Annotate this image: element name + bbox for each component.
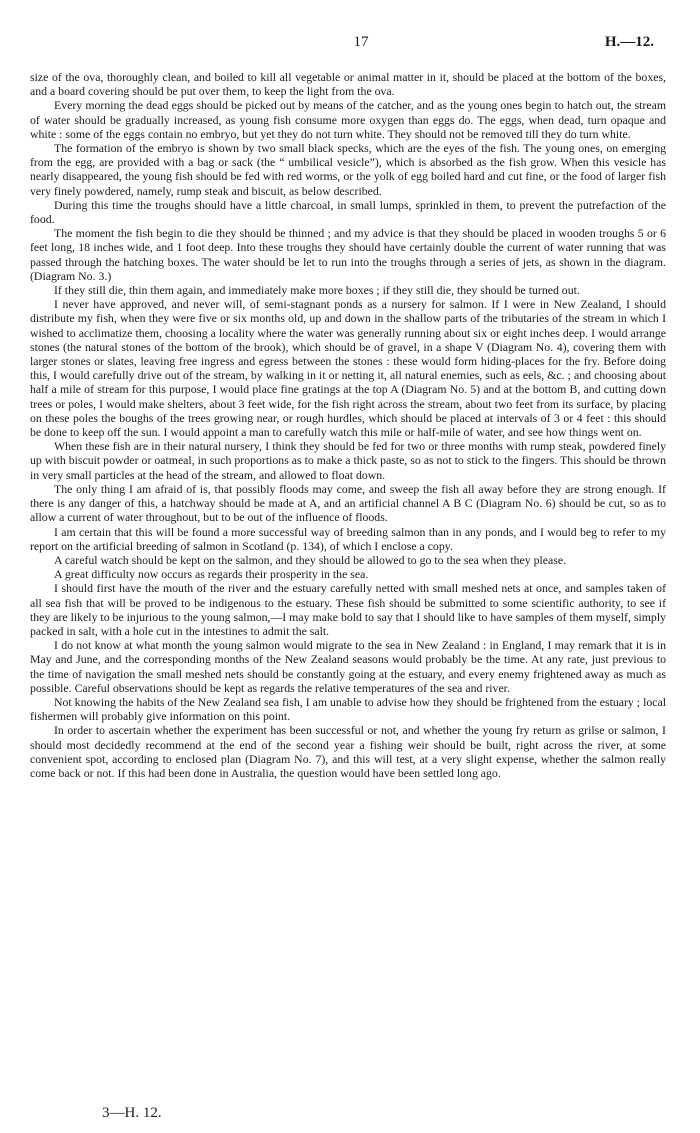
paragraph: The only thing I am afraid of is, that possibly floods may come, and sweep the fish all away before they are strong enough. If there is any danger of this, a hatchway should be made at A, and an artificial channel A B C (Diagram No. 6) should be cut, so as to allow a current of water throughout, but to be out of the influence of floods. xyxy=(30,481,666,525)
page-number: 17 xyxy=(353,34,369,50)
paragraph: During this time the troughs should have a little charcoal, in small lumps, sprinkled in them, to prevent the putrefaction of the food. xyxy=(30,197,666,227)
paragraph: The formation of the embryo is shown by two small black specks, which are the eyes of the fish. The young ones, on emerging from the egg, are provided with a bag or sack (the “ umbilical vesicle”), which is absorbed as the fish grow. When this vesicle has nearly disappeared, the young fish should be fed with red worms, or the yolk of egg boiled hard and cut fine, or the food of larger fish very finely powdered, namely, rump steak and biscuit, as below described. xyxy=(30,141,666,198)
paragraph: If they still die, thin them again, and immediately make more boxes ; if they still die, they should be turned out. xyxy=(54,283,580,298)
paragraph: In order to ascertain whether the experiment has been successful or not, and whether the young fry return as grilse or salmon, I should most decidedly recommend at the end of the second year a fishing weir should be built, right across the river, at some convenient spot, according to enclosed plan (Diagram No. 7), and this will test, at a very slight expense, whether the salmon really come back or not. If this had been done in Australia, the question would have been settled long ago. xyxy=(30,723,666,780)
body-text xyxy=(30,70,666,780)
paragraph: The moment the fish begin to die they should be thinned ; and my advice is that they should be placed in wooden troughs 5 or 6 feet long, 18 inches wide, and 1 foot deep. Into these troughs they should have certainly double the current of water running that was passed through the hatching boxes. The water should be let to run into the troughs through a series of jets, as shown in the diagram. (Diagram No. 3.) xyxy=(30,226,666,283)
paragraph: When these fish are in their natural nursery, I think they should be fed for two or three months with rump steak, powdered finely up with biscuit powder or oatmeal, in such proportions as to make a thick paste, so as not to stick to the fingers. This should be thrown in very small particles at the head of the stream, and allowed to float down. xyxy=(30,439,666,482)
paragraph: I do not know at what month the young salmon would migrate to the sea in New Zealand : in England, I may remark that it is in May and June, and the corresponding months of the New Zealand seasons would probably be the time. At any rate, just previous to the time of navigation the small meshed nets should be constantly going at the estuary, and every enemy frightened away as much as possible. Careful observations should be kept as regards the relative temperatures of the sea and river. xyxy=(30,638,666,695)
paragraph: Every morning the dead eggs should be picked out by means of the catcher, and as the young ones begin to hatch out, the stream of water should be gradually increased, as young fish consume more oxygen than eggs do. The eggs, when dead, turn opaque and white : some of the eggs contain no embryo, but yet they do not turn white. They should not be removed till they do turn white. xyxy=(30,98,666,141)
paragraph: A careful watch should be kept on the salmon, and they should be allowed to go to the sea when they please. xyxy=(54,552,567,567)
document-reference: H.—12. xyxy=(604,34,654,50)
page-footer-signature: 3—H. 12. xyxy=(102,1105,162,1121)
paragraph: Not knowing the habits of the New Zealand sea fish, I am unable to advise how they should be frightened from the estuary ; local fishermen will probably give information on this point. xyxy=(30,694,666,724)
paragraph: I am certain that this will be found a more successful way of breeding salmon than in any ponds, and I would beg to refer to my report on the artificial breeding of salmon in Scotland (p. 134), of which I enclose a copy. xyxy=(30,524,666,553)
paragraph: A great difficulty now occurs as regards their prosperity in the sea. xyxy=(54,567,369,582)
page-header xyxy=(68,34,654,54)
paragraph: I never have approved, and never will, of semi-stagnant ponds as a nursery for salmon. If I were in New Zealand, I should distribute my fish, when they were five or six months old, up and down in the shallow parts of the tributaries of the stream in which I wished to acclimatize them, choosing a locality where the water was generally running about six or eight inches deep. I would arrange stones (the natural stones of the bottom of the brook), which should be of gravel, in a shape V (Diagram No. 4), covering them with larger stones or slates, leaving free ingress and egress between the stones : these would form hiding-places for the fry. Before doing this, I would carefully drive out of the stream, by walking in it or netting it, all natural enemies, such as eels, &c. ; and choosing about half a mile of stream for this purpose, I would place fine gratings at the top A (Diagram No. 5) and at the bottom B, and cutting down trees or poles, I would make shelters, about 3 feet wide, for the fish right across the stream, about two feet from its surface, by placing on these poles the boughs of the trees growing near, or rough hurdles, which should be placed at intervals of 3 or 4 feet : this should be done to keep off the sun. I would appoint a man to carefully watch this mile or half-mile of water, and see how things went on. xyxy=(30,297,666,440)
paragraph: I should first have the mouth of the river and the estuary carefully netted with small meshed nets at once, and samples taken of all sea fish that will be proved to be indigenous to the estuary. These fish should be submitted to some scientific authority, to see if they are likely to be injurious to the young salmon,—I may make bold to say that I should like to have samples of them myself, simply packed in salt, with a hole cut in the intestines to admit the salt. xyxy=(30,581,666,638)
paragraph: size of the ova, thoroughly clean, and boiled to kill all vegetable or animal matter in it, should be placed at the bottom of the boxes, and a board covering should be put over them, to keep the light from the ova. xyxy=(30,70,666,99)
